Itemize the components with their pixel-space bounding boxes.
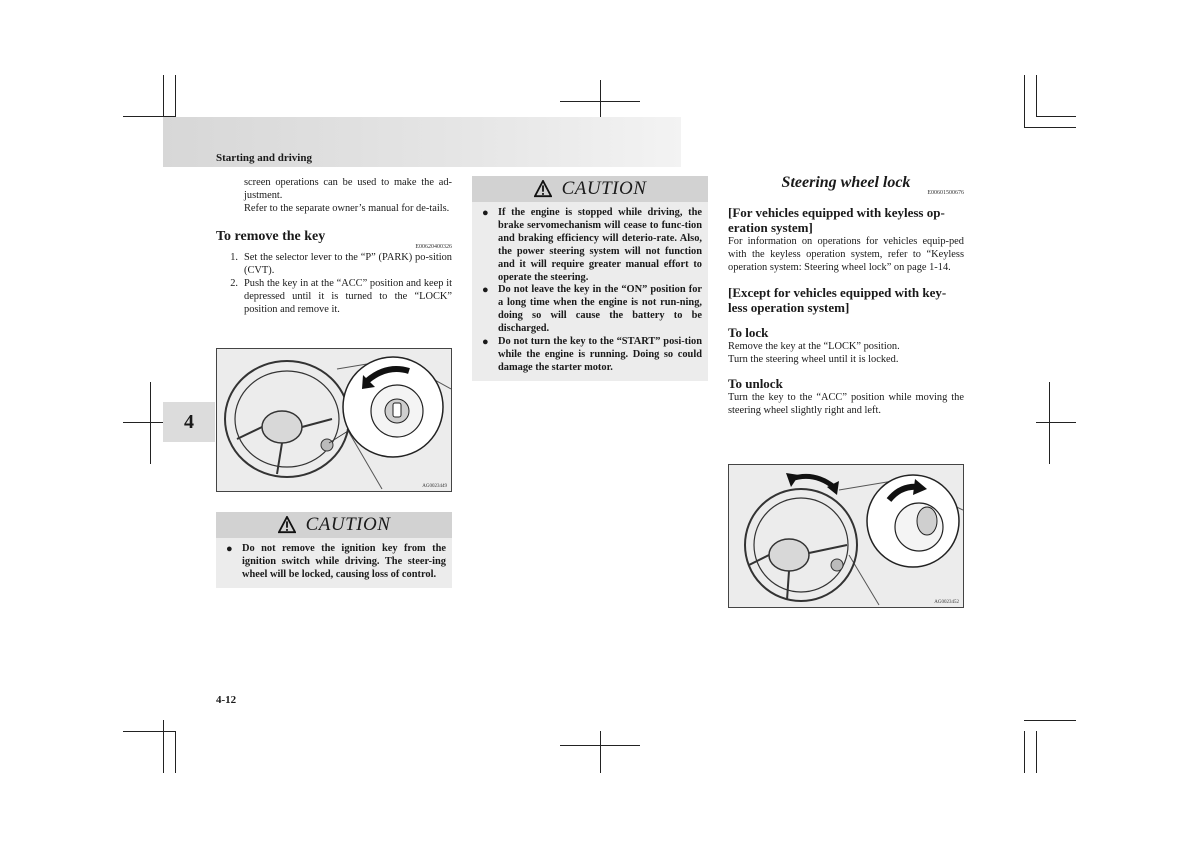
- crop-mark: [1024, 731, 1025, 773]
- to-unlock-text: Turn the key to the “ACC” position while moving the steering wheel slightly right and left.: [728, 392, 964, 416]
- step-number: 1.: [230, 252, 238, 263]
- crop-mark: [1049, 382, 1050, 464]
- list-item: [216, 277, 452, 316]
- list-item: [482, 284, 702, 336]
- crop-mark: [1036, 75, 1037, 117]
- crop-mark: [123, 731, 175, 732]
- crop-mark: [1024, 127, 1076, 128]
- bullet-icon: ●: [482, 284, 489, 297]
- remove-key-heading: To remove the key: [216, 229, 326, 244]
- list-item: [226, 543, 446, 582]
- crop-mark: [1024, 720, 1076, 721]
- bullet-icon: ●: [226, 543, 233, 555]
- chapter-tab: [163, 402, 215, 442]
- ignition-key-figure: [216, 348, 452, 492]
- crop-mark: [175, 75, 176, 117]
- step-text: Set the selector lever to the “P” (PARK) po-sition (CVT).: [244, 252, 452, 276]
- figure-code: AG0023452: [934, 600, 959, 605]
- caution-label: CAUTION: [561, 178, 647, 199]
- steering-lock-title: Steering wheel lock: [781, 174, 911, 191]
- except-heading: [Except for vehicles equipped with key-less operation system]: [728, 285, 947, 315]
- figure-code: AG0023449: [422, 484, 447, 489]
- crop-mark: [163, 75, 164, 117]
- caution-label: CAUTION: [305, 514, 391, 535]
- list-item: [482, 336, 702, 375]
- caution-items: [216, 538, 452, 588]
- crop-mark: [1036, 422, 1076, 423]
- step-number: 2.: [230, 278, 238, 289]
- steering-wheel-illustration: [217, 349, 451, 491]
- step-text: Push the key in at the “ACC” position and keep it depressed until it is turned to the “LOCK” position and remove it.: [244, 278, 452, 315]
- crop-mark: [1036, 116, 1076, 117]
- crop-mark: [150, 382, 151, 464]
- caution-box: [216, 512, 452, 588]
- caution-text: Do not leave the key in the “ON” position for a long time when the engine is not run-ning, doing so will cause the battery to be discharged.: [498, 284, 702, 335]
- list-item: [482, 207, 702, 284]
- caution-title: [472, 176, 708, 202]
- steering-wheel-unlock-illustration: [729, 465, 963, 607]
- chapter-number: 4: [184, 410, 194, 433]
- section-title: Starting and driving: [216, 152, 312, 164]
- caution-text: Do not remove the ignition key from the ignition switch while driving. The steer-ing wheel will be locked, causing loss of control.: [242, 543, 446, 580]
- crop-mark: [560, 745, 640, 746]
- to-unlock-heading: To unlock: [728, 376, 783, 391]
- caution-items: [472, 202, 708, 381]
- caution-title: [216, 512, 452, 538]
- bullet-icon: ●: [482, 207, 489, 219]
- keyless-heading: [For vehicles equipped with keyless op-eration system]: [728, 205, 945, 235]
- bullet-icon: ●: [482, 336, 489, 349]
- warning-triangle-icon: [278, 516, 296, 534]
- crop-mark: [123, 422, 163, 423]
- right-column: [728, 176, 964, 417]
- caution-box: [472, 176, 708, 381]
- crop-mark: [1036, 731, 1037, 773]
- intro-paragraph: screen operations can be used to make the ad-justment.: [244, 177, 452, 201]
- crop-mark: [163, 720, 164, 773]
- to-lock-heading: To lock: [728, 325, 769, 340]
- to-lock-line: Turn the steering wheel until it is locked.: [728, 354, 899, 365]
- intro-paragraph: Refer to the separate owner’s manual for de-tails.: [244, 203, 450, 214]
- page-number: 4-12: [216, 694, 237, 706]
- list-item: [216, 251, 452, 277]
- section-code: E00620400326: [415, 244, 452, 250]
- to-lock-line: Remove the key at the “LOCK” position.: [728, 341, 900, 352]
- steering-lock-figure: [728, 464, 964, 608]
- warning-triangle-icon: [534, 180, 552, 198]
- crop-mark: [1024, 75, 1025, 127]
- crop-mark: [600, 731, 601, 773]
- caution-text: If the engine is stopped while driving, the brake servomechanism will cease to func-tion and braking efficiency will deterio-rate. Also, the power steering system will not function and it will require greater manual effort to operate the steering.: [498, 207, 702, 283]
- crop-mark: [560, 101, 640, 102]
- keyless-text: For information on operations for vehicles equip-ped with the keyless operation system, refer to “Keyless operation system: Steering wheel lock” on page 1-14.: [728, 236, 964, 273]
- caution-text: Do not turn the key to the “START” posi-tion while the engine is running. Doing so could damage the starter motor.: [498, 336, 702, 373]
- remove-key-steps: [216, 251, 452, 316]
- left-column: [216, 176, 452, 316]
- section-code: E00601500676: [927, 190, 964, 196]
- crop-mark: [175, 731, 176, 773]
